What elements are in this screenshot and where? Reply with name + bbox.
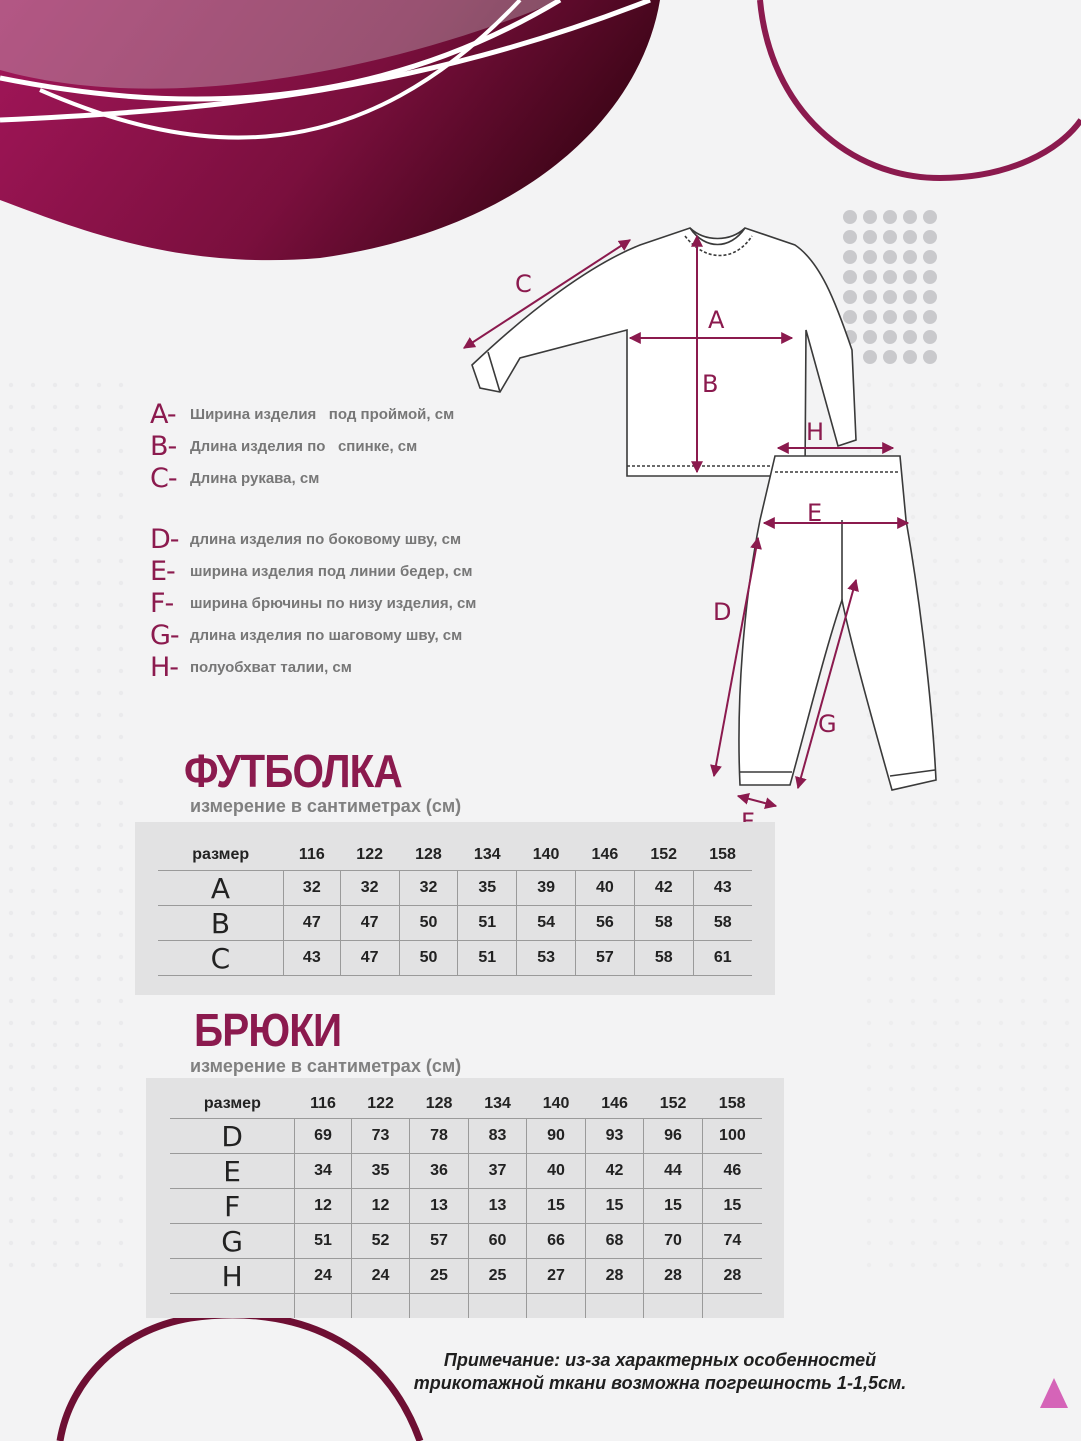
- table-cell: 58: [693, 906, 752, 941]
- table-cell: 28: [585, 1259, 644, 1294]
- table-cell: 47: [340, 906, 399, 941]
- table-cell: 28: [644, 1259, 703, 1294]
- table-cell: 35: [458, 871, 517, 906]
- table-cell: 12: [351, 1189, 410, 1224]
- header-size: 116: [283, 840, 340, 871]
- legend-item: [150, 430, 476, 462]
- row-label: E: [170, 1154, 295, 1189]
- table-cell: 39: [517, 871, 576, 906]
- table-cell: 51: [458, 941, 517, 976]
- table-cell: 32: [399, 871, 458, 906]
- pants-subtitle: измерение в сантиметрах (см): [190, 1056, 462, 1076]
- table-cell-empty: [644, 1294, 703, 1319]
- row-label: C: [158, 941, 283, 976]
- legend-letter: C-: [150, 462, 177, 494]
- table-cell: 100: [702, 1119, 762, 1154]
- table-cell: 83: [468, 1119, 527, 1154]
- header-size: 128: [410, 1090, 469, 1119]
- table-row-empty: [170, 1294, 762, 1319]
- table-cell: 28: [702, 1259, 762, 1294]
- header-size: 134: [468, 1090, 527, 1119]
- table-cell: 58: [634, 941, 693, 976]
- table-cell: 36: [410, 1154, 469, 1189]
- header-size: 122: [351, 1090, 410, 1119]
- dot-pattern-left: [0, 380, 140, 1280]
- label-a: A: [708, 306, 725, 334]
- table-cell: 96: [644, 1119, 703, 1154]
- legend-letter: E-: [150, 555, 175, 587]
- table-row: [158, 906, 752, 941]
- legend-item: [150, 523, 476, 555]
- table-row: [170, 1224, 762, 1259]
- table-cell: 32: [340, 871, 399, 906]
- row-label: H: [170, 1259, 295, 1294]
- header-size: 122: [340, 840, 399, 871]
- table-row: [170, 1119, 762, 1154]
- legend-text: ширина изделия под линии бедер, см: [190, 562, 473, 580]
- legend-item: [150, 555, 476, 587]
- legend-text: Ширина изделия под проймой, см: [190, 405, 455, 423]
- table-cell-empty: [295, 1294, 352, 1319]
- legend-letter: H-: [150, 651, 179, 683]
- table-cell: 13: [410, 1189, 469, 1224]
- legend-letter: G-: [150, 619, 179, 651]
- legend-item: [150, 398, 476, 430]
- table-cell: 70: [644, 1224, 703, 1259]
- table-cell: 42: [634, 871, 693, 906]
- table-cell: 32: [283, 871, 340, 906]
- table-header-row: [158, 840, 752, 871]
- table-cell: 66: [527, 1224, 586, 1259]
- header-size-label: размер: [170, 1090, 295, 1119]
- table-cell: 44: [644, 1154, 703, 1189]
- label-c: C: [515, 270, 532, 298]
- table-cell: 34: [295, 1154, 352, 1189]
- table-row: [158, 871, 752, 906]
- header-size: 140: [527, 1090, 586, 1119]
- table-cell: 43: [693, 871, 752, 906]
- note: [380, 1349, 940, 1395]
- table-cell: 73: [351, 1119, 410, 1154]
- table-cell: 13: [468, 1189, 527, 1224]
- header-size: 140: [517, 840, 576, 871]
- table-cell: 74: [702, 1224, 762, 1259]
- table-cell: 37: [468, 1154, 527, 1189]
- table-row: [170, 1154, 762, 1189]
- table-cell: 40: [527, 1154, 586, 1189]
- table-cell: 43: [283, 941, 340, 976]
- legend-text: ширина брючины по низу изделия, см: [190, 594, 477, 612]
- table-cell: 60: [468, 1224, 527, 1259]
- table-cell: 15: [527, 1189, 586, 1224]
- table-cell: 15: [585, 1189, 644, 1224]
- table-cell: 90: [527, 1119, 586, 1154]
- row-label: B: [158, 906, 283, 941]
- label-g: G: [818, 710, 837, 738]
- dot-grid: [843, 210, 937, 364]
- legend-item: [150, 651, 476, 683]
- table-cell-empty: [170, 1294, 295, 1319]
- table-cell-empty: [468, 1294, 527, 1319]
- shirt-subtitle: измерение в сантиметрах (см): [190, 796, 462, 816]
- table-cell-empty: [702, 1294, 762, 1319]
- table-cell: 68: [585, 1224, 644, 1259]
- table-header-row: [170, 1090, 762, 1119]
- note-line-1: Примечание: из-за характерных особенностей: [443, 1350, 877, 1370]
- table-cell: 51: [295, 1224, 352, 1259]
- label-h: H: [806, 418, 825, 446]
- row-label: D: [170, 1119, 295, 1154]
- table-cell: 47: [283, 906, 340, 941]
- table-cell: 35: [351, 1154, 410, 1189]
- note-line-2: трикотажной ткани возможна погрешность 1-1,5см.: [413, 1373, 907, 1393]
- legend-text: Длина изделия по спинке, см: [190, 437, 418, 455]
- table-row: [170, 1259, 762, 1294]
- table-cell-empty: [351, 1294, 410, 1319]
- table-cell: 42: [585, 1154, 644, 1189]
- header-size: 152: [634, 840, 693, 871]
- table-cell: 15: [702, 1189, 762, 1224]
- header-size: 146: [585, 1090, 644, 1119]
- table-cell: 58: [634, 906, 693, 941]
- legend-letter: A-: [150, 398, 176, 430]
- shirt-diagram: [472, 228, 856, 476]
- legend-text: полуобхват талии, см: [190, 658, 352, 676]
- decorative-wave: [0, 0, 660, 260]
- table-cell: 56: [576, 906, 635, 941]
- table-cell: 50: [399, 941, 458, 976]
- legend-letter: D-: [150, 523, 179, 555]
- pants-size-table: [170, 1090, 762, 1318]
- header-size: 134: [458, 840, 517, 871]
- table-cell: 69: [295, 1119, 352, 1154]
- table-cell: 57: [576, 941, 635, 976]
- legend-text: длина изделия по боковому шву, см: [190, 530, 462, 548]
- header-size: 146: [576, 840, 635, 871]
- table-cell-empty: [527, 1294, 586, 1319]
- table-row: [158, 941, 752, 976]
- header-size: 152: [644, 1090, 703, 1119]
- pants-title: БРЮКИ: [194, 1004, 342, 1056]
- label-d: D: [713, 598, 732, 626]
- table-cell: 51: [458, 906, 517, 941]
- legend-text: Длина рукава, см: [190, 469, 320, 487]
- header-size: 158: [702, 1090, 762, 1119]
- table-cell-empty: [585, 1294, 644, 1319]
- table-cell: 25: [468, 1259, 527, 1294]
- table-cell-empty: [410, 1294, 469, 1319]
- triangle-icon: [1040, 1378, 1068, 1408]
- header-size: 116: [295, 1090, 352, 1119]
- legend-item: [150, 462, 476, 494]
- table-cell: 24: [351, 1259, 410, 1294]
- table-cell: 52: [351, 1224, 410, 1259]
- header-size: 158: [693, 840, 752, 871]
- table-cell: 46: [702, 1154, 762, 1189]
- legend-letter: F-: [150, 587, 174, 619]
- header-size: 128: [399, 840, 458, 871]
- table-cell: 15: [644, 1189, 703, 1224]
- measurement-legend: [150, 398, 476, 683]
- legend-text: длина изделия по шаговому шву, см: [190, 626, 463, 644]
- legend-letter: B-: [150, 430, 177, 462]
- table-cell: 54: [517, 906, 576, 941]
- table-cell: 50: [399, 906, 458, 941]
- decorative-arc-top: [760, 0, 1081, 178]
- table-cell: 53: [517, 941, 576, 976]
- table-cell: 47: [340, 941, 399, 976]
- table-row: [170, 1189, 762, 1224]
- table-cell: 25: [410, 1259, 469, 1294]
- shirt-title: ФУТБОЛКА: [184, 745, 402, 797]
- table-cell: 93: [585, 1119, 644, 1154]
- row-label: A: [158, 871, 283, 906]
- table-cell: 61: [693, 941, 752, 976]
- decorative-arc-bottom: [60, 1315, 420, 1441]
- table-cell: 24: [295, 1259, 352, 1294]
- shirt-size-table: [158, 840, 752, 976]
- legend-item: [150, 619, 476, 651]
- table-cell: 40: [576, 871, 635, 906]
- label-e: E: [807, 499, 823, 527]
- legend-item: [150, 587, 476, 619]
- row-label: G: [170, 1224, 295, 1259]
- table-cell: 12: [295, 1189, 352, 1224]
- table-cell: 27: [527, 1259, 586, 1294]
- table-cell: 78: [410, 1119, 469, 1154]
- row-label: F: [170, 1189, 295, 1224]
- header-size-label: размер: [158, 840, 283, 871]
- label-b: B: [702, 370, 719, 398]
- table-cell: 57: [410, 1224, 469, 1259]
